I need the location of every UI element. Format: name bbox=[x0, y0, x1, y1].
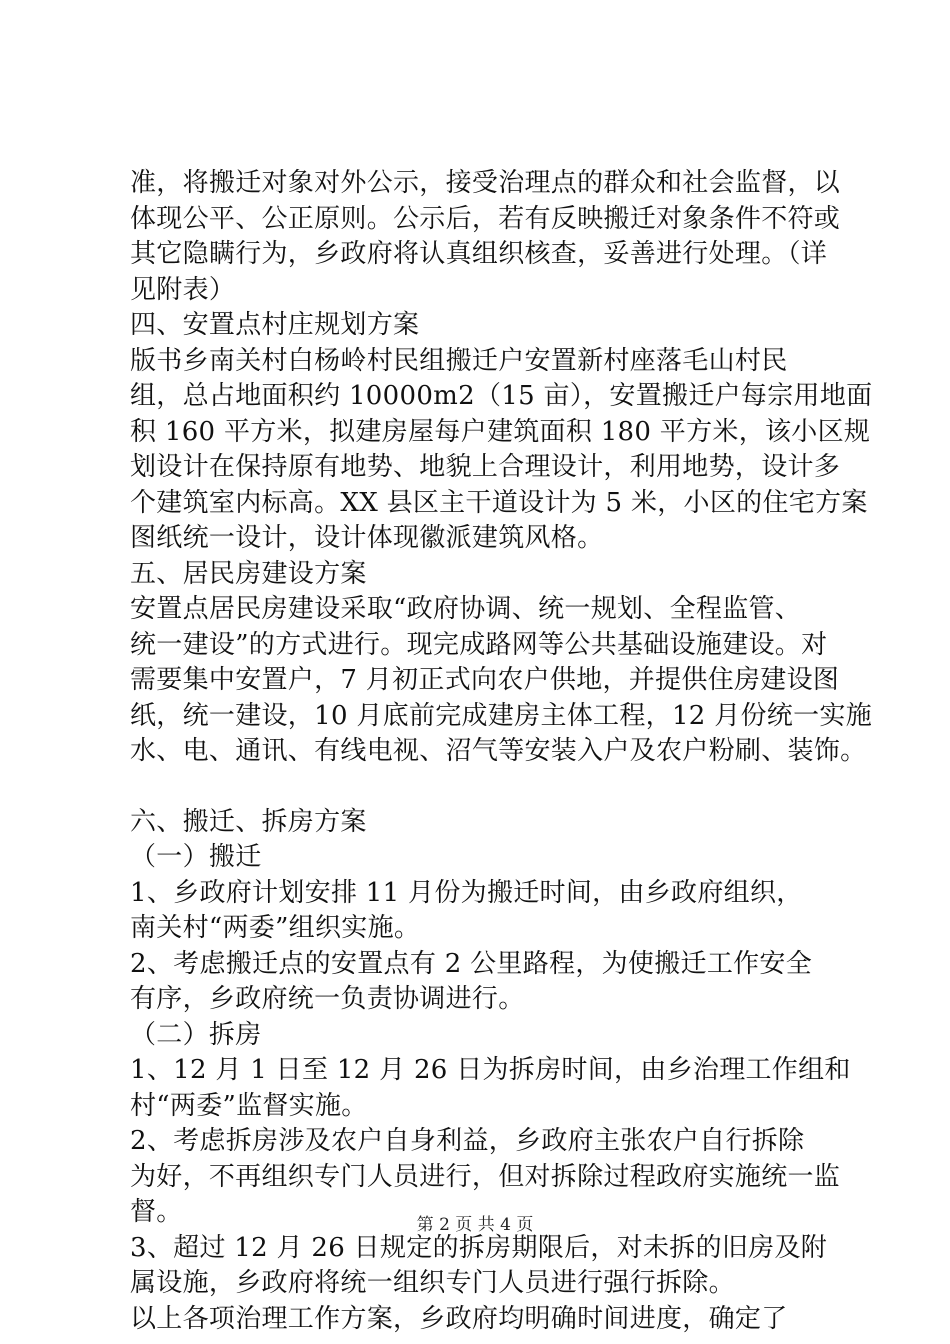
subsection-heading-2: （二）拆房 bbox=[130, 1019, 262, 1050]
text-line: 为好，不再组织专门人员进行，但对拆除过程政府实施统一监 bbox=[130, 1161, 841, 1192]
text-line: 纸，统一建设，10 月底前完成建房主体工程，12 月份统一实施 bbox=[130, 700, 872, 731]
text-line: 属设施，乡政府将统一组织专门人员进行强行拆除。 bbox=[130, 1268, 735, 1298]
section-heading-4: 四、安置点村庄规划方案 bbox=[130, 310, 420, 340]
text-line: 安置点居民房建设采取“政府协调、统一规划、全程监管、 bbox=[130, 594, 802, 624]
text-line: 2、考虑拆房涉及农户自身利益，乡政府主张农户自行拆除 bbox=[130, 1126, 805, 1156]
text-line: 划设计在保持原有地势、地貌上合理设计，利用地势，设计多 bbox=[130, 452, 841, 482]
text-line: 个建筑室内标高。XX 县区主干道设计为 5 米，小区的住宅方案 bbox=[130, 487, 868, 518]
section-heading-6: 六、搬迁、拆房方案 bbox=[130, 806, 367, 837]
text-line: 统一建设”的方式进行。现完成路网等公共基础设施建设。对 bbox=[130, 629, 828, 660]
text-line: 1、乡政府计划安排 11 月份为搬迁时间，由乡政府组织， bbox=[130, 877, 803, 908]
text-line: 2、考虑搬迁点的安置点有 2 公里路程，为使搬迁工作安全 bbox=[130, 948, 813, 979]
page-footer: 第 2 页 共 4 页 bbox=[416, 1215, 534, 1235]
text-line: 督。 bbox=[130, 1197, 183, 1227]
text-line: 版书乡南关村白杨岭村民组搬迁户安置新村座落毛山村民 bbox=[130, 345, 788, 376]
subsection-heading-1: （一）搬迁 bbox=[130, 842, 262, 872]
text-line: 村“两委”监督实施。 bbox=[130, 1090, 368, 1121]
text-line: 有序，乡政府统一负责协调进行。 bbox=[130, 984, 525, 1014]
text-line: 3、超过 12 月 26 日规定的拆房期限后，对未拆的旧房及附 bbox=[130, 1232, 828, 1263]
text-line: 图纸统一设计，设计体现徽派建筑风格。 bbox=[130, 523, 604, 553]
paragraph-gap bbox=[130, 770, 830, 805]
document-body bbox=[130, 166, 873, 1337]
text-line: 组，总占地面积约 10000m2（15 亩），安置搬迁户每宗用地面 bbox=[130, 381, 873, 411]
text-line: 其它隐瞒行为，乡政府将认真组织核查，妥善进行处理。（详 bbox=[130, 239, 828, 269]
text-line: 需要集中安置户，7 月初正式向农户供地，并提供住房建设图 bbox=[130, 665, 840, 695]
section-heading-5: 五、居民房建设方案 bbox=[130, 558, 367, 589]
text-line: 体现公平、公正原则。公示后，若有反映搬迁对象条件不符或 bbox=[130, 203, 841, 234]
text-line: 1、12 月 1 日至 12 月 26 日为拆房时间，由乡治理工作组和 bbox=[130, 1055, 851, 1085]
text-line: 南关村“两委”组织实施。 bbox=[130, 913, 421, 943]
text-line: 见附表） bbox=[130, 274, 236, 305]
text-line: 积 160 平方米，拟建房屋每户建筑面积 180 平方米，该小区规 bbox=[130, 416, 871, 447]
text-line: 准，将搬迁对象对外公示，接受治理点的群众和社会监督，以 bbox=[130, 168, 841, 198]
text-line: 水、电、通讯、有线电视、沼气等安装入户及农户粉刷、装饰。 bbox=[130, 736, 867, 766]
text-line: 以上各项治理工作方案，乡政府均明确时间进度，确定了 bbox=[130, 1303, 788, 1334]
